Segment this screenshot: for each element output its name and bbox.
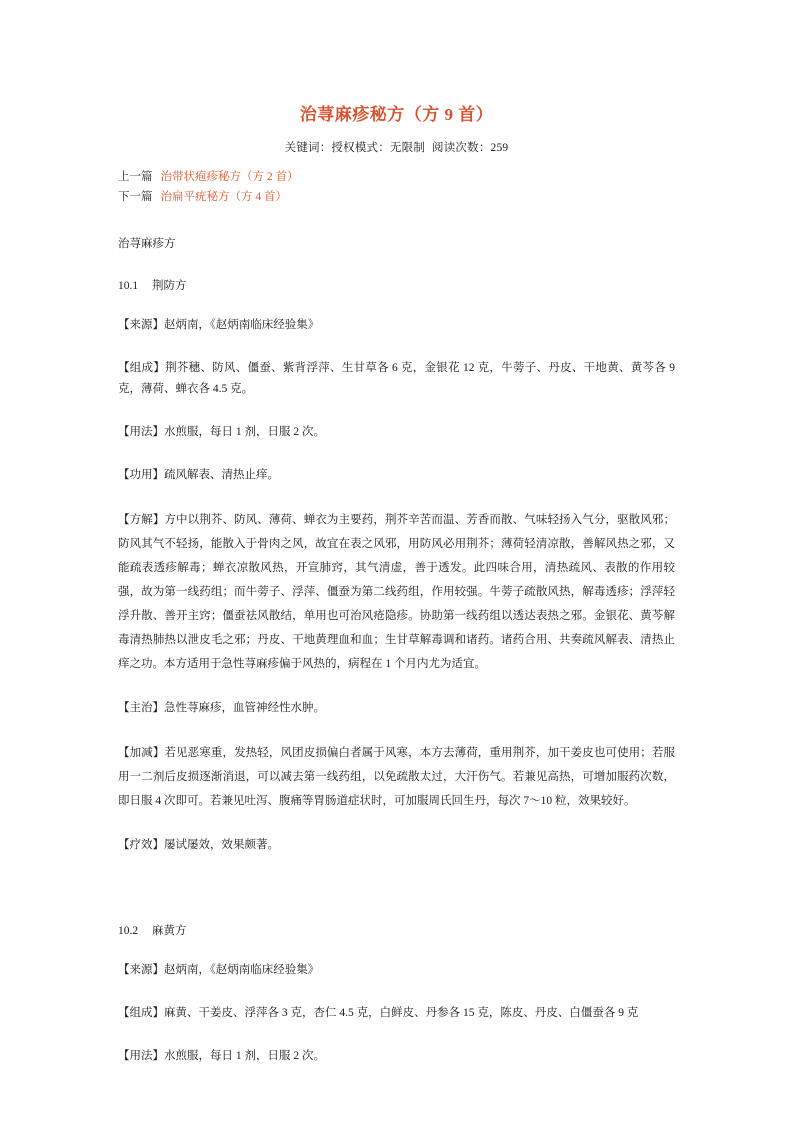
entry-label: 【来源】 <box>118 964 164 976</box>
entry-text: 若见恶寒重，发热轻，风团皮损偏白者属于风寒，本方去薄荷，重用荆芥，加干姜皮也可使用；若服用一二剂后皮损逐渐消退，可以减去第一线药组，以免疏散太过，大汗伤气。若兼见高热，可增加服药次数，即日服 4 次即可。若兼见吐泻、腹痛等胃肠道症状时，可加服周氏回生丹，每次 7～10 粒，效果较好。 <box>118 747 676 807</box>
formula-name-1: 荆防方 <box>152 280 187 292</box>
nav-next-label: 下一篇 <box>118 191 153 203</box>
formula-name-2: 麻黄方 <box>152 925 187 937</box>
entry-text: 屡试屡效，效果颇著。 <box>164 839 279 851</box>
entry-text: 疏风解表、清热止痒。 <box>164 469 279 481</box>
nav-next-link[interactable]: 治扁平疣秘方（方 4 首） <box>160 191 287 203</box>
keywords-value: 授权模式：无限制 <box>331 142 426 154</box>
formula-title-2 <box>118 922 675 938</box>
page-title: 治荨麻疹秘方（方 9 首） <box>299 105 494 124</box>
nav-next-row <box>118 187 675 207</box>
entry-text: 水煎服，每日 1 剂，日服 2 次。 <box>164 1050 325 1062</box>
entry-text: 赵炳南，《赵炳南临床经验集》 <box>164 964 320 976</box>
entry-label: 【用法】 <box>118 426 164 438</box>
entry-label: 【用法】 <box>118 1050 164 1062</box>
entry-label: 【组成】 <box>118 1007 164 1019</box>
entry-label: 【功用】 <box>118 469 164 481</box>
entry-text: 赵炳南，《赵炳南临床经验集》 <box>164 319 320 331</box>
entry-label: 【疗效】 <box>118 839 164 851</box>
formula-1-entry-efficacy <box>118 835 675 856</box>
entry-text: 方中以荆芥、防风、薄荷、蝉衣为主要药，荆芥辛苦而温、芳香而散、气味轻扬入气分，驱散风邪；防风其气不轻扬，能散入于骨肉之风，故宜在表之风邪，用防风必用荆芥；薄荷轻清凉散，善解风热之邪，又能疏表透疹解毒；蝉衣凉散风热，开宣肺窍，其气清虚，善于透发。此四味合用，清热疏风、表散的作用较强，故为第一线药组；而牛蒡子、浮萍、僵蚕为第二线药组，作用较强。牛蒡子疏散风热，解毒透疹；浮萍轻浮升散、善开主窍；僵蚕祛风散结，单用也可治风疮隐疹。协助第一线药组以透达表热之邪。金银花、黄芩解毒清热肺热以泄皮毛之邪；丹皮、干地黄理血和血；生甘草解毒调和诸药。诸药合用、共奏疏风解表、清热止痒之功。本方适用于急性荨麻疹偏于风热的，病程在 1 个月内尤为适宜。 <box>118 514 676 670</box>
entry-label: 【来源】 <box>118 319 164 331</box>
entry-label: 【加减】 <box>118 747 165 759</box>
nav-prev-label: 上一篇 <box>118 171 153 183</box>
entry-text: 急性荨麻疹，血管神经性水肿。 <box>164 702 325 714</box>
keywords-label: 关键词： <box>284 142 332 154</box>
entry-label: 【组成】 <box>118 362 166 374</box>
section-heading: 治荨麻疹方 <box>118 238 176 250</box>
entry-label: 【主治】 <box>118 702 164 714</box>
document-meta <box>118 139 675 155</box>
formula-1-entry-function <box>118 465 675 486</box>
formula-1-entry-explanation <box>118 508 675 676</box>
formula-2-entry-usage <box>118 1046 675 1067</box>
formula-1-entry-usage <box>118 422 675 443</box>
formula-1-entry-composition <box>118 358 675 400</box>
entry-label: 【方解】 <box>118 514 165 526</box>
reads-label: 阅读次数： <box>432 142 491 154</box>
nav-prev-row <box>118 167 675 187</box>
nav-prev-link[interactable]: 治带状疱疹秘方（方 2 首） <box>160 171 299 183</box>
entry-text: 荆芥穗、防风、僵蚕、紫背浮萍、生甘草各 6 克，金银花 12 克，牛蒡子、丹皮、干地黄、黄芩各 9 克，薄荷、蝉衣各 4.5 克。 <box>118 362 676 395</box>
formula-2-entry-composition <box>118 1003 675 1024</box>
formula-2-entry-source <box>118 960 675 981</box>
entry-text: 水煎服，每日 1 剂，日服 2 次。 <box>164 426 325 438</box>
section-spacer <box>118 856 675 896</box>
formula-1-entry-modification <box>118 741 675 813</box>
reads-value: 259 <box>490 142 509 154</box>
formula-1-entry-source <box>118 315 675 336</box>
formula-number-2: 10.2 <box>118 925 139 937</box>
formula-1-entry-indication <box>118 698 675 719</box>
entry-text: 麻黄、干姜皮、浮萍各 3 克，杏仁 4.5 克，白鲜皮、丹参各 15 克，陈皮、丹皮、白僵蚕各 9 克 <box>164 1007 639 1019</box>
formula-number-1: 10.1 <box>118 280 139 292</box>
formula-title-1 <box>118 277 675 293</box>
